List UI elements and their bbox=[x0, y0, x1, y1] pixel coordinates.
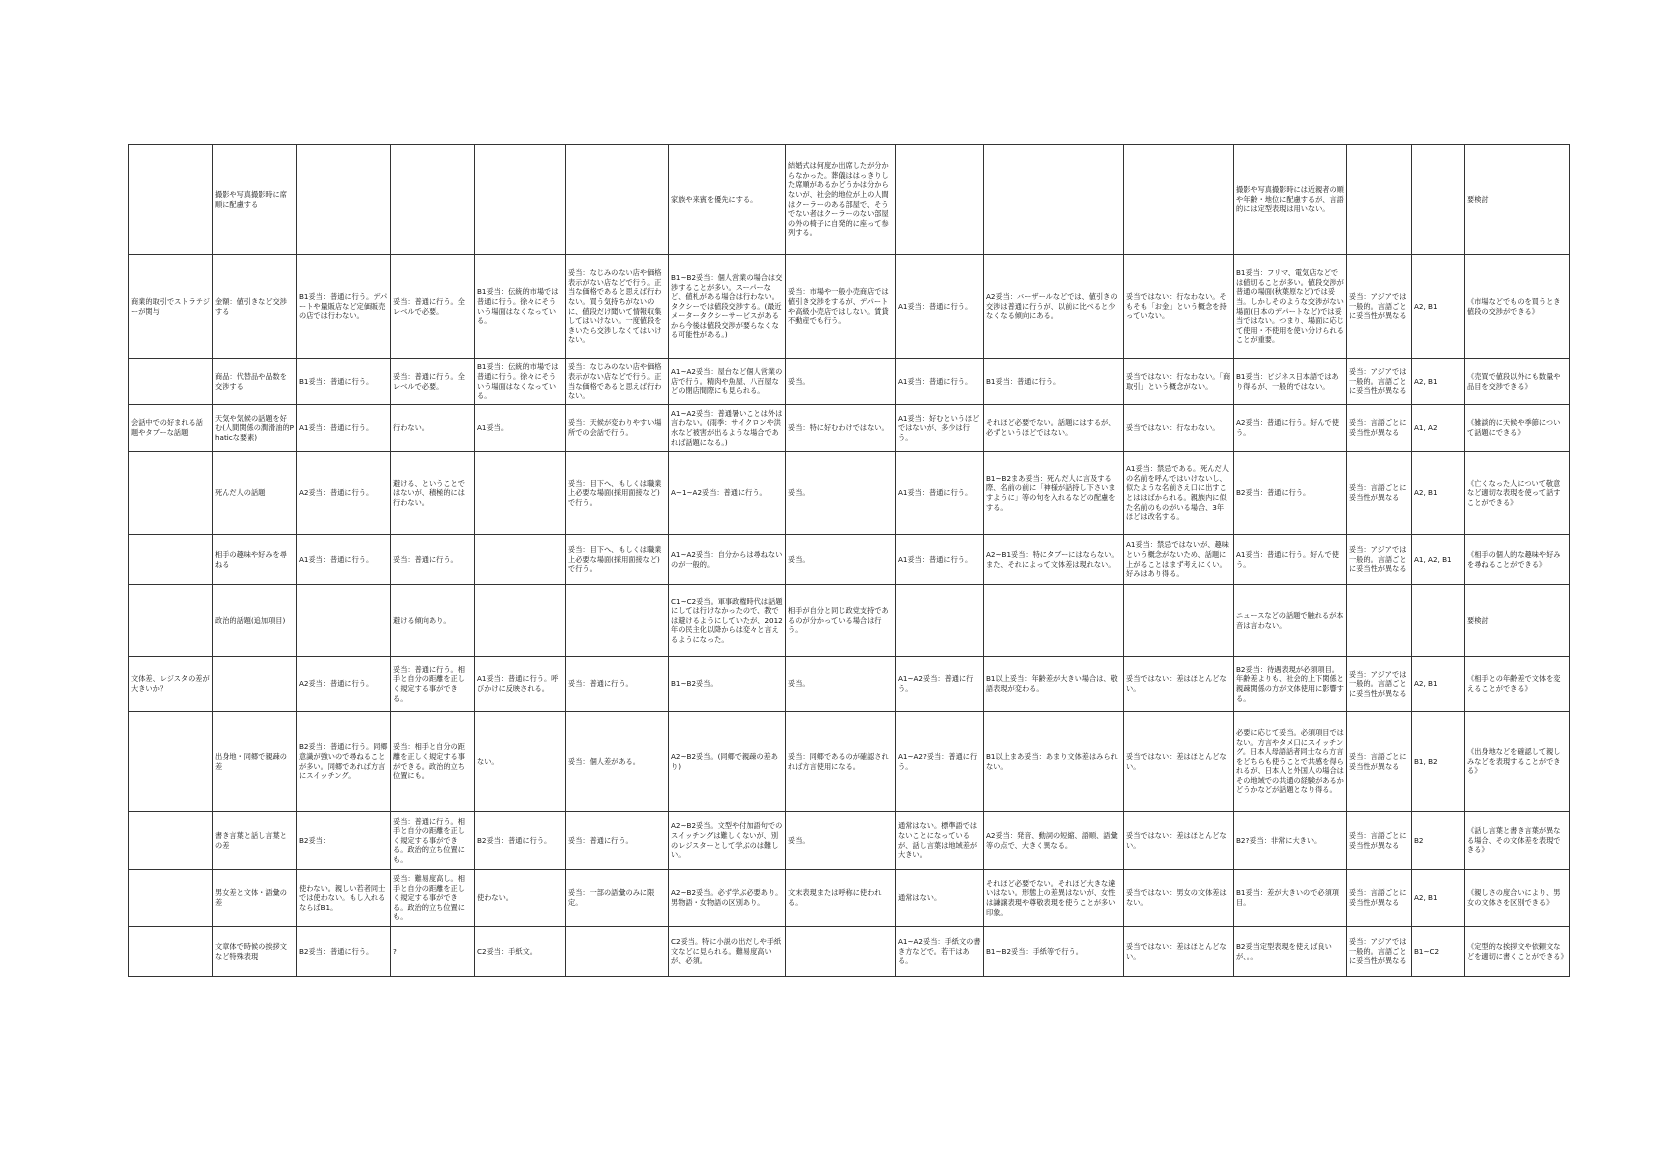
table-cell: 妥当：普通に行う。相手と自分の距離を正しく規定する事ができる。 bbox=[391, 657, 475, 712]
table-cell: A2~B1妥当：特にタブーにはならない。また、それによって文体差は現れない。 bbox=[984, 535, 1124, 585]
table-cell: A1妥当：普通に行う。 bbox=[297, 535, 391, 585]
table-row bbox=[129, 405, 1570, 452]
table-cell: A2, B1 bbox=[1412, 657, 1465, 712]
table-row bbox=[129, 657, 1570, 712]
table-cell: 文末表現または呼称に使われる。 bbox=[786, 870, 896, 927]
table-cell bbox=[1124, 585, 1234, 657]
table-cell bbox=[1412, 585, 1465, 657]
table-cell: 家族や来賓を優先にする。 bbox=[669, 145, 786, 255]
table-cell: A2, B1 bbox=[1412, 870, 1465, 927]
table-cell: 通常はない。標準語ではないことになっているが、話し言葉は地域差が大きい。 bbox=[896, 812, 984, 870]
table-cell: ? bbox=[391, 927, 475, 977]
table-cell: A2, B1 bbox=[1412, 359, 1465, 405]
table-cell: A1妥当：普通に行う。 bbox=[297, 405, 391, 452]
table-cell: 妥当：アジアでは一般的。言語ごとに妥当性が異なる bbox=[1347, 535, 1412, 585]
table-cell: A2~B2妥当。必ず学ぶ必要あり。男物語・女物語の区別あり。 bbox=[669, 870, 786, 927]
table-cell: B2妥当定型表現を使えば良いが、。。 bbox=[1234, 927, 1347, 977]
table-cell: A1妥当：普通に行う。 bbox=[896, 452, 984, 535]
table-cell: 妥当：言語ごとに妥当性が異なる bbox=[1347, 812, 1412, 870]
table-cell bbox=[984, 145, 1124, 255]
table-cell: 《市場などでものを買うとき値段の交渉ができる》 bbox=[1465, 255, 1570, 359]
table-cell: C1~C2妥当。軍事政権時代は話題にしては行けなかったので、教では避けるようにしていたが、2012年の民主化以降からは変々と言えるようになった。 bbox=[669, 585, 786, 657]
table-cell: 妥当：アジアでは一般的。言語ごとに妥当性が異なる bbox=[1347, 657, 1412, 712]
table-cell: B2妥当：普通に行う。同郷意識が強いので尋ねることが多い。同郷であれば方言にスイッチング。 bbox=[297, 712, 391, 812]
table-cell: B1以上まあ妥当：あまり文体差はみられない。 bbox=[984, 712, 1124, 812]
table-cell: 妥当：目下へ、もしくは職業上必要な場面(採用面接など)で行う。 bbox=[566, 535, 669, 585]
table-cell: 妥当：アジアでは一般的。言語ごとに妥当性が異なる bbox=[1347, 255, 1412, 359]
table-cell: 《売買で値段以外にも数量や品目を交渉できる》 bbox=[1465, 359, 1570, 405]
table-cell: B1妥当：フリマ、電気店などでは値切ることが多い。値段交渉が普通の場面(秋葉原など)では妥当。しかしそのような交渉がない場面(日本のデパートなど)では妥当ではない。つまり、場面に応じて使用・不使用を使い分けられることが重要。 bbox=[1234, 255, 1347, 359]
table-cell: 妥当：難易度高し。相手と自分の距離を正しく規定する事ができる。政治的立ち位置にも。 bbox=[391, 870, 475, 927]
table-cell: A2妥当：バーザールなどでは、値引きの交渉は普通に行うが、以前に比べると少なくなる傾向にある。 bbox=[984, 255, 1124, 359]
table-cell: 会話中での好まれる話題やタブーな話題 bbox=[129, 405, 213, 452]
data-table bbox=[128, 144, 1570, 977]
table-cell: A1妥当：普通に行う。 bbox=[896, 359, 984, 405]
table-cell: A1~A2妥当：普通に行う。 bbox=[896, 657, 984, 712]
table-cell: B1~B2妥当。 bbox=[669, 657, 786, 712]
table-cell bbox=[475, 585, 566, 657]
table-cell: 妥当：言語ごとに妥当性が異なる bbox=[1347, 712, 1412, 812]
table-cell: B1~B2妥当：手紙等で行う。 bbox=[984, 927, 1124, 977]
table-cell: 文体差、レジスタの差が大きいか？ bbox=[129, 657, 213, 712]
table-cell: 相手の趣味や好みを尋ねる bbox=[213, 535, 297, 585]
table-cell bbox=[1412, 145, 1465, 255]
table-cell: 妥当ではない：男女の文体差はない。 bbox=[1124, 870, 1234, 927]
table-cell: 要検討 bbox=[1465, 585, 1570, 657]
table-cell: A2妥当：普通に行う。 bbox=[297, 657, 391, 712]
table-cell: 妥当：言語ごとに妥当性が異なる bbox=[1347, 405, 1412, 452]
table-cell: 商業的取引でストラテジーが関与 bbox=[129, 255, 213, 359]
table-cell: B2妥当：待遇表現が必須項目。年齢差よりも、社会的上下関係と親疎関係の方が文体使用に影響する。 bbox=[1234, 657, 1347, 712]
table-cell: B1妥当：伝統的市場では普通に行う。徐々にそういう場面はなくなっている。 bbox=[475, 359, 566, 405]
table-row bbox=[129, 927, 1570, 977]
table-cell: A1妥当：禁忌である。死んだ人の名前を呼んではいけないし、似たような名前さえ口に出すことははばかられる。親族内に似た名前のものがいる場合、3年ほどは改名する。 bbox=[1124, 452, 1234, 535]
table-cell: A2妥当：普通に行う。好んで使う。 bbox=[1234, 405, 1347, 452]
table-cell bbox=[129, 870, 213, 927]
table-body bbox=[129, 145, 1570, 977]
table-cell bbox=[297, 585, 391, 657]
table-cell bbox=[297, 145, 391, 255]
table-cell: 撮影や写真撮影時には近親者の順や年齢・地位に配慮するが、言語的には定型表現は用いない。 bbox=[1234, 145, 1347, 255]
table-cell: 妥当ではない：行なわない。 bbox=[1124, 405, 1234, 452]
table-cell: 妥当ではない：差はほとんどない。 bbox=[1124, 812, 1234, 870]
table-cell: B2 bbox=[1412, 812, 1465, 870]
table-row bbox=[129, 535, 1570, 585]
table-cell: 妥当ではない：差はほとんどない。 bbox=[1124, 657, 1234, 712]
table-cell: 妥当：特に好むわけではない。 bbox=[786, 405, 896, 452]
table-cell: 妥当：個人差がある。 bbox=[566, 712, 669, 812]
table-cell: それほど必要でない。それほど大きな違いはない。形態上の差異はないが、女性は謙譲表現や尊敬表現を使うことが多い印象。 bbox=[984, 870, 1124, 927]
table-cell: 妥当：目下へ、もしくは職業上必要な場面(採用面接など)で行う。 bbox=[566, 452, 669, 535]
table-cell bbox=[1347, 145, 1412, 255]
table-cell: 商品：代替品や品数を交渉する bbox=[213, 359, 297, 405]
table-cell bbox=[566, 585, 669, 657]
table-cell: A1, A2, B1 bbox=[1412, 535, 1465, 585]
table-cell: 書き言葉と話し言葉との差 bbox=[213, 812, 297, 870]
table-cell bbox=[566, 927, 669, 977]
table-cell: B1妥当：差が大きいので必須項目。 bbox=[1234, 870, 1347, 927]
table-cell: B1~B2まあ妥当：死んだ人に言及する際、名前の前に「神様が話持し下さいますように」等の句を入れるなどの配慮をする。 bbox=[984, 452, 1124, 535]
table-cell: 妥当：なじみのない店や価格表示がない店などで行う。正当な価格であると思えば行わない。 bbox=[566, 359, 669, 405]
table-cell bbox=[984, 585, 1124, 657]
table-cell: C2妥当。特に小説の出だしや手紙文などに見られる。難易度高いが、必須。 bbox=[669, 927, 786, 977]
table-cell bbox=[129, 359, 213, 405]
table-cell: 妥当：相手と自分の距離を正しく規定する事ができる。政治的立ち位置にも。 bbox=[391, 712, 475, 812]
table-cell: A1~A2妥当：手紙文の書き方などで。若干はある。 bbox=[896, 927, 984, 977]
table-cell: 妥当。 bbox=[786, 535, 896, 585]
table-cell: A2, B1 bbox=[1412, 452, 1465, 535]
table-cell bbox=[1347, 585, 1412, 657]
table-cell: 妥当ではない：差はほとんどない。 bbox=[1124, 927, 1234, 977]
table-row bbox=[129, 585, 1570, 657]
table-cell bbox=[129, 712, 213, 812]
table-row bbox=[129, 255, 1570, 359]
table-cell bbox=[475, 145, 566, 255]
table-row bbox=[129, 145, 1570, 255]
table-cell: 《出身地などを確認して親しみなどを表現することができる》 bbox=[1465, 712, 1570, 812]
table-cell: 撮影や写真撮影時に席順に配慮する bbox=[213, 145, 297, 255]
table-cell: 妥当：一部の語彙のみに限定。 bbox=[566, 870, 669, 927]
table-cell: B1妥当：普通に行う。 bbox=[297, 359, 391, 405]
table-cell: B1妥当：伝統的市場では普通に行う。徐々にそういう場面はなくなっている。 bbox=[475, 255, 566, 359]
table-cell bbox=[1124, 145, 1234, 255]
table-cell: 妥当。 bbox=[786, 657, 896, 712]
table-cell: 妥当。 bbox=[786, 359, 896, 405]
table-cell bbox=[129, 812, 213, 870]
table-cell: 妥当：同郷であるのが確認されれば方言使用になる。 bbox=[786, 712, 896, 812]
table-row bbox=[129, 712, 1570, 812]
table-cell: A1妥当。 bbox=[475, 405, 566, 452]
table-row bbox=[129, 452, 1570, 535]
table-cell: 妥当。 bbox=[786, 452, 896, 535]
table-cell bbox=[475, 535, 566, 585]
table-cell: 避ける、ということではないが、積極的には行わない。 bbox=[391, 452, 475, 535]
table-cell: A2~B2妥当。(同郷で親疎の差あり) bbox=[669, 712, 786, 812]
table-cell: 結婚式は何度か出席したが分からなかった。葬儀ははっきりした席順があるかどうかは分からないが、社会的地位が上の人間はクーラーのある部屋で、そうでない者はクーラーのない部屋の外の椅子に自発的に座って参列する。 bbox=[786, 145, 896, 255]
table-cell bbox=[129, 535, 213, 585]
table-cell: B1妥当：普通に行う。 bbox=[984, 359, 1124, 405]
table-cell: B1以上妥当：年齢差が大きい場合は、敬語表現が変わる。 bbox=[984, 657, 1124, 712]
table-cell: 妥当：言語ごとに妥当性が異なる bbox=[1347, 452, 1412, 535]
table-cell: 《話し言葉と書き言葉が異なる場合、その文体差を表現できる》 bbox=[1465, 812, 1570, 870]
table-cell: 必要に応じて妥当。必須項目ではない。方言やタメ口にスイッチング。日本人母語話者同士なら方言をどちらも使うことで共感を得られるが、日本人と外国人の場合はその地域での共通の経験があるかどうかなどが話題となり得る。 bbox=[1234, 712, 1347, 812]
table-cell: A1妥当：禁忌ではないが、趣味という概念がないため、話題に上がることはまず考えにくい。好みはあり得る。 bbox=[1124, 535, 1234, 585]
table-cell: 《親しさの度合いにより、男女の文体さを区別できる》 bbox=[1465, 870, 1570, 927]
table-cell: 要検討 bbox=[1465, 145, 1570, 255]
table-cell: 通常はない。 bbox=[896, 870, 984, 927]
table-cell: B2妥当： bbox=[297, 812, 391, 870]
table-cell: A2~B2妥当。文型や付加語句でのスイッチングは難しくないが、別のレジスターとして学ぶのは難しい。 bbox=[669, 812, 786, 870]
table-cell bbox=[896, 145, 984, 255]
table-row bbox=[129, 812, 1570, 870]
table-cell: 《相手との年齢差で文体を変えることができる》 bbox=[1465, 657, 1570, 712]
table-cell: B2妥当：普通に行う。 bbox=[475, 812, 566, 870]
table-cell: ない。 bbox=[475, 712, 566, 812]
table-cell bbox=[129, 452, 213, 535]
table-cell: A1妥当：普通に行う。好んで使う。 bbox=[1234, 535, 1347, 585]
table-cell: 使わない。 bbox=[475, 870, 566, 927]
table-cell: A1~A2妥当：自分からは尋ねないのが一般的。 bbox=[669, 535, 786, 585]
table-cell: A2妥当：普通に行う。 bbox=[297, 452, 391, 535]
table-cell: 使わない。親しい若者同士では使わない。もし入れるならばB1。 bbox=[297, 870, 391, 927]
table-cell: 妥当：市場や一般小売商店では値引き交渉をするが、デパートや高級小売店ではしない。賃貸不動産でも行う。 bbox=[786, 255, 896, 359]
table-cell: 金額：値引きなど交渉する bbox=[213, 255, 297, 359]
table-cell bbox=[896, 585, 984, 657]
table-cell: 政治的話題(追加項目) bbox=[213, 585, 297, 657]
table-cell: 妥当：言語ごとに妥当性が異なる bbox=[1347, 870, 1412, 927]
table-cell: B1~B2妥当：個人営業の場合は交渉することが多い。スーパーなど、値札がある場合は行わない。タクシーでは値段交渉する。(最近メータータクシーサービスがあるから今後は値段交渉が要らなくなる可能性がある。) bbox=[669, 255, 786, 359]
table-cell: B2妥当：普通に行う。 bbox=[297, 927, 391, 977]
table-cell bbox=[129, 145, 213, 255]
table-cell: A1妥当：普通に行う。呼びかけに反映される。 bbox=[475, 657, 566, 712]
table-cell bbox=[213, 657, 297, 712]
table-cell: 妥当ではない：行なわない。そもそも「お金」という概念を持っていない。 bbox=[1124, 255, 1234, 359]
table-cell: B1~C2 bbox=[1412, 927, 1465, 977]
table-cell: A1, A2 bbox=[1412, 405, 1465, 452]
table-cell: 妥当：天候が変わりやすい場所での会話で行う。 bbox=[566, 405, 669, 452]
table-cell: 行わない。 bbox=[391, 405, 475, 452]
table-cell: A1~A2妥当：普通暑いことは外は言わない。(雨季：サイクロンや洪水など被害が出るような場合であれば話題になる。) bbox=[669, 405, 786, 452]
table-cell: A2, B1 bbox=[1412, 255, 1465, 359]
table-cell: 妥当ではない：差はほとんどない。 bbox=[1124, 712, 1234, 812]
table-cell: 相手が自分と同じ政党支持であるのが分かっている場合は行う。 bbox=[786, 585, 896, 657]
table-cell: それほど必要でない。話題にはするが、必ずというほどではない。 bbox=[984, 405, 1124, 452]
table-cell: B1妥当：普通に行う。デパートや量販店など定価販売の店では行わない。 bbox=[297, 255, 391, 359]
table-cell: 妥当：アジアでは一般的。言語ごとに妥当性が異なる bbox=[1347, 359, 1412, 405]
table-cell: 《亡くなった人について敬意など適切な表現を使って話すことができる》 bbox=[1465, 452, 1570, 535]
table-cell: 妥当：なじみのない店や価格表示がない店などで行う。正当な価格であると思えば行わない。買う気持ちがないのに、値段だけ聞いて情報収集してはいけない。一度値段をきいたら交渉しなくてはいけない。 bbox=[566, 255, 669, 359]
table-row bbox=[129, 359, 1570, 405]
table-cell: 妥当：普通に行う。全レベルで必要。 bbox=[391, 255, 475, 359]
table-row bbox=[129, 870, 1570, 927]
table-cell: C2妥当：手紙文。 bbox=[475, 927, 566, 977]
table-cell: B1, B2 bbox=[1412, 712, 1465, 812]
table-cell: 《相手の個人的な趣味や好みを尋ねることができる》 bbox=[1465, 535, 1570, 585]
table-cell: 死んだ人の話題 bbox=[213, 452, 297, 535]
table-cell bbox=[786, 927, 896, 977]
table-cell: B2妥当：普通に行う。 bbox=[1234, 452, 1347, 535]
table-cell: A1妥当：普通に行う。 bbox=[896, 535, 984, 585]
table-cell: 天気や気候の話題を好む(人間関係の潤滑油的Phaticな要素) bbox=[213, 405, 297, 452]
table-cell: B2?妥当：非常に大きい。 bbox=[1234, 812, 1347, 870]
table-cell: 《定型的な挨拶文や依頼文などを適切に書くことができる》 bbox=[1465, 927, 1570, 977]
table-cell: 男女差と文体・語彙の差 bbox=[213, 870, 297, 927]
table-cell: 妥当：普通に行う。全レベルで必要。 bbox=[391, 359, 475, 405]
table-cell: 妥当：普通に行う。 bbox=[566, 812, 669, 870]
table-cell: ニュースなどの話題で触れるが本音は言わない。 bbox=[1234, 585, 1347, 657]
table-cell: A1妥当：普通に行う。 bbox=[896, 255, 984, 359]
table-cell: A1~A2?妥当：普通に行う。 bbox=[896, 712, 984, 812]
table-cell bbox=[129, 927, 213, 977]
table-cell: 出身地・同郷で親疎の差 bbox=[213, 712, 297, 812]
table-cell: 妥当：普通に行う。相手と自分の距離を正しく規定する事ができる。政治的立ち位置にも。 bbox=[391, 812, 475, 870]
table-cell: 妥当：普通に行う。 bbox=[566, 657, 669, 712]
table-cell: 妥当：普通に行う。 bbox=[391, 535, 475, 585]
table-cell: 妥当：アジアでは一般的。言語ごとに妥当性が異なる bbox=[1347, 927, 1412, 977]
table-cell: A1~A2妥当：屋台など個人営業の店で行う。精肉や魚屋、八百屋などの閉店間際にも見られる。 bbox=[669, 359, 786, 405]
table-cell bbox=[129, 585, 213, 657]
table-cell: A1妥当：好むというほどではないが、多少は行う。 bbox=[896, 405, 984, 452]
table-cell bbox=[391, 145, 475, 255]
table-cell: 《雑談的に天候や季節について話題にできる》 bbox=[1465, 405, 1570, 452]
table-cell: 文章体で時候の挨拶文など特殊表現 bbox=[213, 927, 297, 977]
table-cell: B1妥当：ビジネス日本語ではあり得るが、一般的ではない。 bbox=[1234, 359, 1347, 405]
table-cell: 妥当ではない：行なわない。「商取引」という概念がない。 bbox=[1124, 359, 1234, 405]
table-cell: 妥当。 bbox=[786, 812, 896, 870]
table-cell bbox=[566, 145, 669, 255]
table-cell bbox=[475, 452, 566, 535]
table-cell: 避ける傾向あり。 bbox=[391, 585, 475, 657]
table-cell: A2妥当：発音、動詞の短縮、語順、語彙等の点で、大きく異なる。 bbox=[984, 812, 1124, 870]
table-cell: A~1~A2妥当：普通に行う。 bbox=[669, 452, 786, 535]
